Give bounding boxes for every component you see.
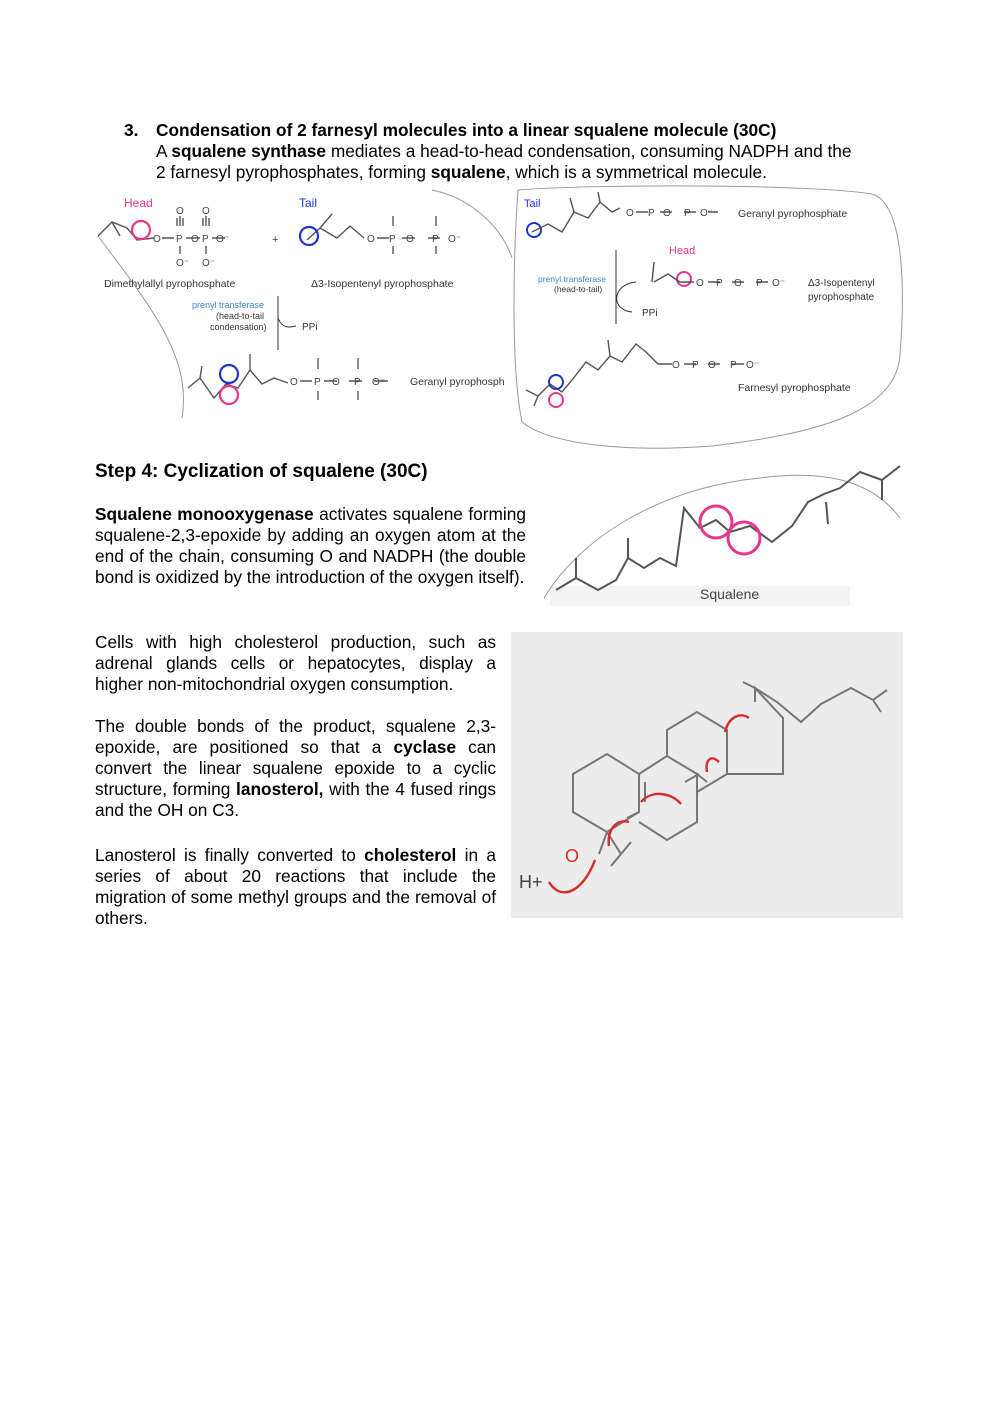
ppi-label: PPi	[642, 308, 658, 319]
dmapp-atoms: O⁻	[176, 258, 190, 269]
tail-circle	[300, 227, 318, 245]
head-circle	[677, 272, 691, 286]
gpp-atoms: O	[290, 377, 298, 388]
ppi-arrow	[278, 318, 296, 327]
text: in a series of about 20 reactions that include the migration of some methyl groups and the removal of others.	[95, 845, 496, 928]
figure-squalene	[540, 458, 906, 608]
term-cyclase: cyclase	[393, 737, 456, 757]
enzyme-note: condensation)	[210, 322, 267, 332]
panel-background	[511, 632, 903, 918]
ipp-atoms: O	[406, 234, 414, 245]
text: A	[156, 141, 172, 161]
ipp-atoms: O⁻	[448, 234, 462, 245]
text: activates squalene forming squalene-2,3-epoxide by adding an oxygen atom at the end of the chain, consuming O and NADPH (the double bond is oxidized by the introduction of the oxygen itself).	[95, 504, 526, 587]
term-squalene: squalene	[430, 162, 506, 182]
ipp-atoms: O	[734, 278, 742, 289]
ipp-atoms: P	[756, 278, 763, 289]
gpp-atoms: P	[648, 208, 655, 219]
section-heading: Condensation of 2 farnesyl molecules into a linear squalene molecule (30C)	[156, 120, 777, 140]
ipp-label: pyrophosphate	[808, 292, 875, 303]
gpp-atoms: P	[684, 208, 691, 219]
term-squalene-synthase: squalene synthase	[171, 141, 327, 161]
text: with the 4 fused rings and the OH on C3.	[95, 779, 496, 820]
fpp-structure	[526, 340, 744, 406]
ipp-atoms: P	[716, 278, 723, 289]
gpp-atoms: O	[663, 208, 671, 219]
enzyme-label: prenyl transferase	[192, 300, 265, 310]
ppi-label: PPi	[302, 322, 318, 333]
head-label: Head	[124, 196, 153, 210]
paragraph-cholesterol	[95, 845, 496, 929]
paragraph-oxygen-consumption: Cells with high cholesterol production, such as adrenal glands cells or hepatocytes, display a higher non-mitochondrial oxygen consumption.	[95, 632, 496, 694]
tail-circle	[527, 223, 541, 237]
dmapp-atoms: O	[191, 234, 199, 245]
head-label: Head	[669, 245, 696, 257]
section-number: 3.	[124, 120, 139, 140]
dmapp-atoms: O⁻	[216, 234, 230, 245]
paragraph-cyclase	[95, 716, 496, 821]
gpp-label: Geranyl pyrophosph	[410, 376, 505, 388]
term-lanosterol: lanosterol,	[236, 779, 324, 799]
enzyme-label: prenyl transferase	[538, 274, 607, 284]
section-line-1	[156, 141, 852, 162]
ipp-label: Δ3-Isopentenyl pyrophosphate	[311, 278, 454, 290]
gpp-atoms: P	[314, 377, 321, 388]
term-cholesterol: cholesterol	[364, 845, 457, 865]
text: , which is a symmetrical molecule.	[505, 162, 767, 182]
dmapp-atoms: P	[176, 234, 183, 245]
squalene-label: Squalene	[700, 586, 760, 602]
text: mediates a head-to-head condensation, consuming NADPH and the	[326, 141, 852, 161]
ipp-atoms: P	[432, 234, 439, 245]
text: can convert the linear squalene epoxide to a cyclic structure, forming	[95, 737, 496, 799]
dmapp-atoms: O	[153, 234, 161, 245]
fpp-atoms: O⁻	[746, 360, 760, 371]
step4-heading: Step 4: Cyclization of squalene (30C)	[95, 461, 428, 482]
ppi-arrow	[617, 282, 636, 312]
border-outline	[514, 186, 902, 448]
gpp-atoms: O⁻	[372, 377, 386, 388]
fpp-atoms: O	[708, 360, 716, 371]
gpp-atoms: O	[626, 208, 634, 219]
plus-sign: +	[272, 234, 279, 246]
dmapp-atoms: O	[202, 206, 210, 217]
enzyme-note: (head-to-tail)	[554, 284, 603, 294]
ipp-atoms: O	[696, 278, 704, 289]
dmapp-label: Dimethylallyl pyrophosphate	[104, 278, 236, 290]
term-squalene-monooxygenase: Squalene monooxygenase	[95, 504, 314, 524]
tail-label: Tail	[299, 196, 318, 210]
figure-farnesyl-synthesis	[512, 184, 912, 452]
fpp-label: Farnesyl pyrophosphate	[738, 382, 851, 394]
ipp-atoms: O⁻	[772, 278, 786, 289]
dmapp-atoms: O	[176, 206, 184, 217]
gpp-label: Geranyl pyrophosphate	[738, 208, 848, 220]
text: Lanosterol is finally converted to	[95, 845, 365, 865]
dmapp-atoms: P	[202, 234, 209, 245]
text: The double bonds of the product, squalene 2,3-epoxide, are positioned so that a	[95, 716, 496, 757]
gpp-atoms: P	[354, 377, 361, 388]
ipp-structure	[652, 262, 768, 282]
head-circle	[132, 221, 150, 239]
ipp-atoms: P	[389, 234, 396, 245]
section-line-2	[156, 162, 767, 183]
border-curve	[98, 236, 184, 418]
ipp-atoms: O	[367, 234, 375, 245]
fpp-atoms: P	[730, 360, 737, 371]
border-curve	[432, 190, 512, 258]
figure-cyclization	[511, 632, 903, 918]
figure-geranyl-synthesis	[92, 188, 522, 423]
head-circle	[549, 393, 563, 407]
fpp-atoms: P	[692, 360, 699, 371]
enzyme-note: (head-to-tail	[216, 311, 265, 321]
dmapp-atoms: O⁻	[202, 258, 216, 269]
proton-label: H+	[519, 872, 543, 892]
tail-circle	[220, 365, 238, 383]
tail-label: Tail	[524, 198, 541, 210]
oxygen-atom: O	[565, 846, 580, 866]
gpp-atoms: O	[332, 377, 340, 388]
head-circle	[220, 386, 238, 404]
paragraph-monooxygenase	[95, 504, 526, 588]
squalene-structure	[556, 466, 900, 590]
tail-circle	[549, 375, 563, 389]
ipp-label: Δ3-Isopentenyl	[808, 278, 875, 289]
text: 2 farnesyl pyrophosphates, forming	[156, 162, 431, 182]
fpp-atoms: O	[672, 360, 680, 371]
gpp-atoms: O⁻	[700, 208, 714, 219]
